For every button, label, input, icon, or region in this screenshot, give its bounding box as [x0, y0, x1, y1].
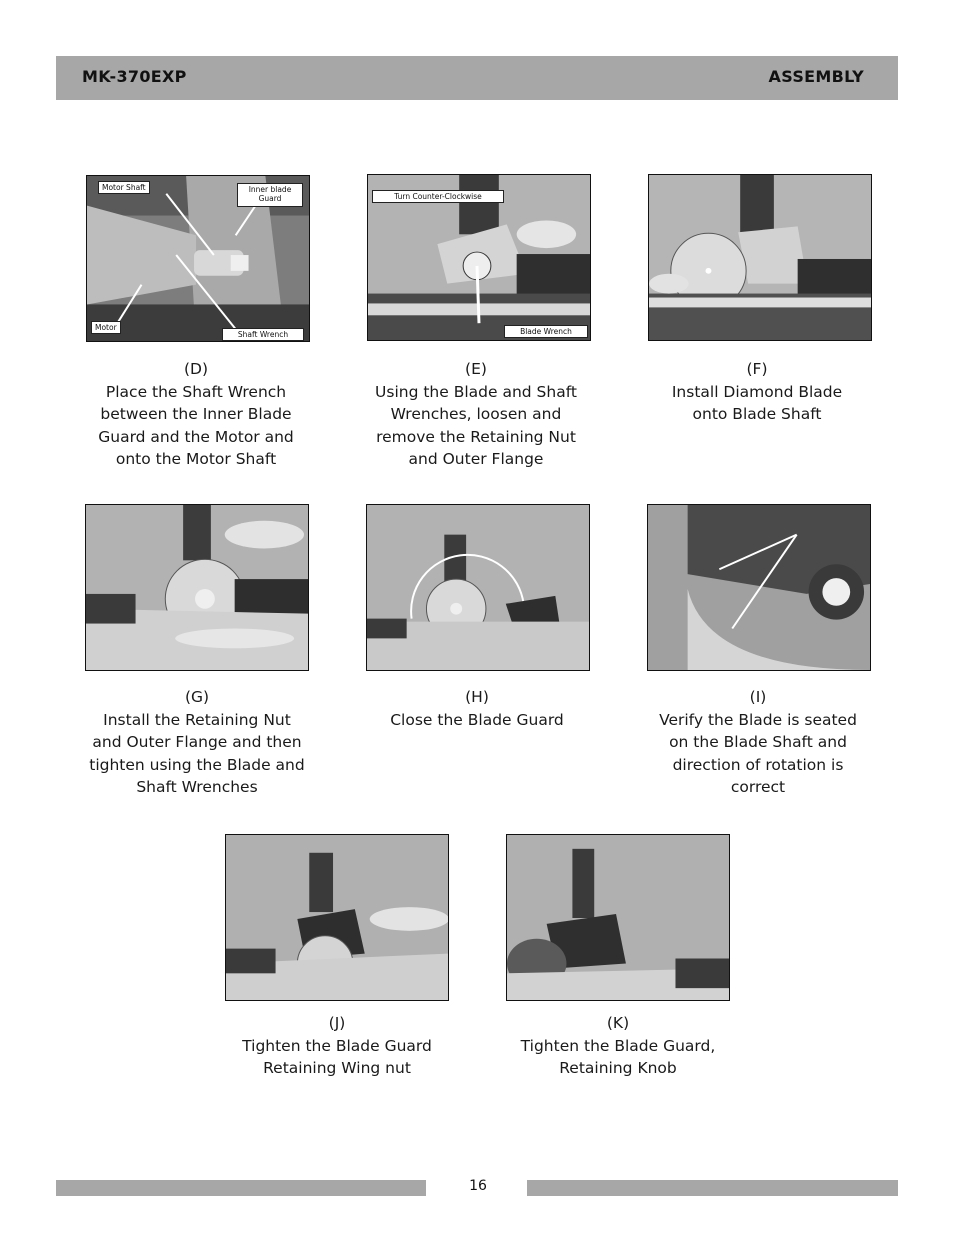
step-line: Install the Retaining Nut: [103, 710, 291, 729]
photo-i: [647, 504, 871, 671]
callout-inner-blade-guard: Inner blade Guard: [237, 183, 303, 207]
step-line: Install Diamond Blade: [671, 382, 843, 401]
step-line: on the Blade Shaft and: [669, 733, 847, 751]
step-line: and Outer Flange and then: [92, 733, 302, 751]
step-line: between the Inner Blade: [100, 405, 292, 423]
step-line: Shaft Wrenches: [136, 778, 258, 796]
callout-motor: Motor: [91, 321, 121, 334]
step-line: direction of rotation is: [672, 755, 844, 774]
caption-i: [643, 686, 873, 799]
step-line: Using the Blade and Shaft: [375, 382, 577, 401]
step-label: (J): [328, 1014, 346, 1032]
callout-blade-wrench: Blade Wrench: [504, 325, 588, 338]
step-line: Place the Shaft Wrench: [105, 382, 287, 401]
callout-motor-shaft: Motor Shaft: [98, 181, 150, 194]
step-label: (D): [183, 360, 209, 378]
caption-h: [362, 686, 592, 731]
step-label: (K): [606, 1014, 630, 1032]
step-line: onto Blade Shaft: [692, 405, 822, 423]
caption-f: [642, 358, 872, 426]
step-line: correct: [730, 778, 786, 796]
step-line: Retaining Wing nut: [263, 1059, 411, 1077]
section-title: ASSEMBLY: [768, 67, 864, 86]
header-bar: [56, 56, 898, 100]
step-label: (G): [184, 688, 210, 706]
step-label: (H): [465, 688, 489, 706]
step-line: remove the Retaining Nut: [376, 427, 576, 446]
caption-d: [81, 358, 311, 471]
photo-j: [225, 834, 449, 1001]
step-line: tighten using the Blade and: [89, 755, 305, 774]
step-label: (I): [749, 688, 767, 706]
step-label: (F): [746, 360, 768, 378]
step-line: Tighten the Blade Guard: [242, 1036, 432, 1055]
step-line: and Outer Flange: [408, 450, 544, 468]
step-line: Guard and the Motor and: [98, 427, 294, 446]
photo-g: [85, 504, 309, 671]
step-line: Wrenches, loosen and: [390, 405, 562, 423]
step-line: Tighten the Blade Guard,: [520, 1036, 716, 1055]
caption-e: [361, 358, 591, 471]
step-line: Close the Blade Guard: [390, 710, 564, 729]
footer-bar-right: [527, 1180, 898, 1196]
step-label: (E): [465, 360, 487, 378]
page-number: 16: [469, 1178, 487, 1194]
photo-h: [366, 504, 590, 671]
photo-k: [506, 834, 730, 1001]
model-name: MK-370EXP: [82, 67, 187, 86]
step-line: Retaining Knob: [559, 1059, 677, 1077]
photo-f: [648, 174, 872, 341]
step-line: onto the Motor Shaft: [115, 450, 277, 468]
caption-g: [82, 686, 312, 799]
footer-bar-left: [56, 1180, 426, 1196]
callout-shaft-wrench: Shaft Wrench: [222, 328, 304, 341]
callout-turn-counter-clockwise: Turn Counter-Clockwise: [372, 190, 504, 203]
caption-j: [222, 1012, 452, 1080]
caption-k: [503, 1012, 733, 1080]
step-line: Verify the Blade is seated: [659, 710, 857, 729]
